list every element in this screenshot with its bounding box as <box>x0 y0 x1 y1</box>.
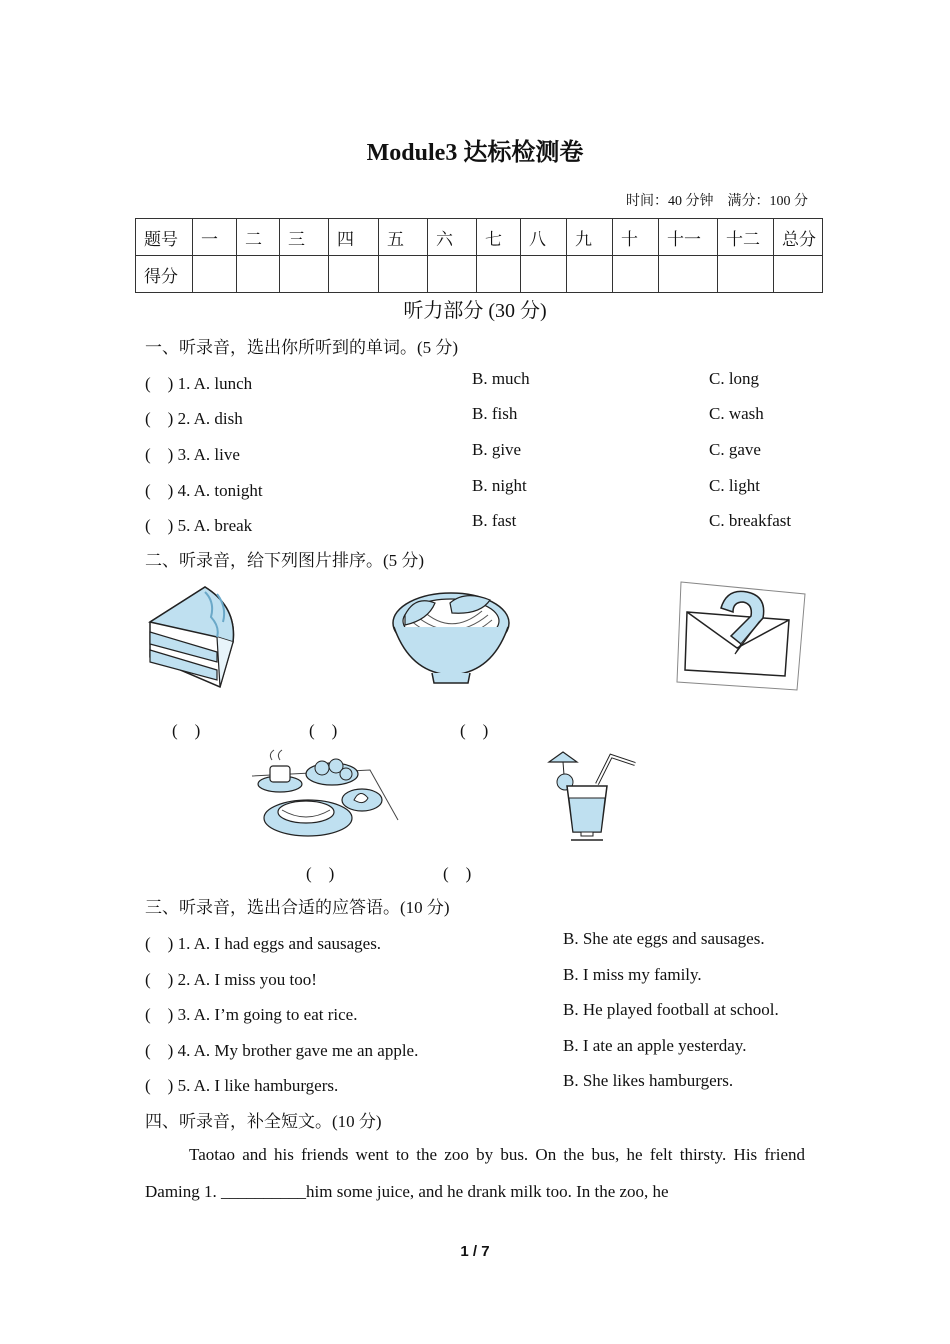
score-cell: 九 <box>567 219 613 256</box>
part3-item <box>145 1000 810 1026</box>
answer-paren[interactable]: ( ) <box>460 721 489 740</box>
score-input-cell[interactable] <box>237 256 280 293</box>
cake-picture <box>145 582 241 692</box>
letter-picture <box>675 578 807 694</box>
part1-item <box>145 511 810 537</box>
part1-item-question: ( ) 1. A. lunch <box>145 374 253 393</box>
score-cell: 总分 <box>774 219 823 256</box>
part3-option-b: B. He played football at school. <box>563 1000 779 1019</box>
part1-heading: 一、听录音，选出你所听到的单词。(5 分) <box>145 338 459 357</box>
part1-item-question: ( ) 3. A. live <box>145 445 240 464</box>
part3-option-a: ( ) 2. A. I miss you too! <box>145 970 317 989</box>
part3-item <box>145 965 810 991</box>
part3-item <box>145 1071 810 1097</box>
score-cell: 四 <box>329 219 379 256</box>
part1-item-question: ( ) 4. A. tonight <box>145 481 263 500</box>
part1-item <box>145 476 810 502</box>
part3-item <box>145 1036 810 1062</box>
part1-item-question: ( ) 2. A. dish <box>145 409 243 428</box>
part3-option-a: ( ) 5. A. I like hamburgers. <box>145 1076 339 1095</box>
score-input-cell[interactable] <box>193 256 237 293</box>
page-number: 1 / 7 <box>460 1243 490 1260</box>
score-cell: 十一 <box>659 219 718 256</box>
score-table <box>135 218 823 293</box>
part3-option-b: B. She likes hamburgers. <box>563 1071 734 1090</box>
answer-paren[interactable]: ( ) <box>309 721 338 740</box>
part1-item-option-c: C. wash <box>709 404 764 423</box>
score-input-cell[interactable] <box>329 256 379 293</box>
part1-item <box>145 440 810 466</box>
noodles-picture <box>390 585 512 685</box>
answer-paren[interactable]: ( ) <box>443 864 472 883</box>
score-cell: 十 <box>613 219 659 256</box>
part3-option-b: B. I miss my family. <box>563 965 702 984</box>
score-table-score-row <box>136 256 823 293</box>
breakfast-table-picture <box>250 748 400 843</box>
part1-item-option-c: C. long <box>709 369 760 388</box>
score-input-cell[interactable] <box>567 256 613 293</box>
score-input-cell[interactable] <box>379 256 428 293</box>
part3-item <box>145 929 810 955</box>
part3-heading: 三、听录音，选出合适的应答语。(10 分) <box>145 898 450 917</box>
part1-item-option-b: B. fast <box>472 511 517 530</box>
page-title: Module3 达标检测卷 <box>366 140 584 166</box>
score-cell: 题号 <box>136 219 193 256</box>
score-input-cell[interactable] <box>477 256 521 293</box>
score-input-cell[interactable] <box>718 256 774 293</box>
score-cell: 七 <box>477 219 521 256</box>
score-cell: 八 <box>521 219 567 256</box>
part1-item-option-c: C. light <box>709 476 761 495</box>
part1-item <box>145 404 810 430</box>
juice-picture <box>545 748 640 843</box>
answer-paren[interactable]: ( ) <box>172 721 201 740</box>
score-label-cell: 得分 <box>136 256 193 293</box>
part3-option-a: ( ) 4. A. My brother gave me an apple. <box>145 1041 419 1060</box>
exam-meta: 时间：40 分钟 满分：100 分 <box>626 194 808 209</box>
part1-item-option-c: C. gave <box>709 440 761 459</box>
part1-item-option-b: B. much <box>472 369 530 388</box>
part1-item-question: ( ) 5. A. break <box>145 516 253 535</box>
part1-item-option-b: B. fish <box>472 404 518 423</box>
score-cell: 十二 <box>718 219 774 256</box>
part3-option-a: ( ) 1. A. I had eggs and sausages. <box>145 934 382 953</box>
score-cell: 六 <box>428 219 477 256</box>
score-cell: 二 <box>237 219 280 256</box>
score-cell: 三 <box>280 219 329 256</box>
part4-paragraph: Taotao and his friends went to the zoo by bus. On the bus, he felt thirsty. His friend Daming 1. __________him some juice, and he drank milk too. In the zoo, he <box>145 1145 805 1201</box>
part1-item-option-b: B. give <box>472 440 522 459</box>
score-input-cell[interactable] <box>613 256 659 293</box>
listening-section-title: 听力部分 (30 分) <box>403 300 547 322</box>
score-cell: 五 <box>379 219 428 256</box>
score-table-header-row <box>136 219 823 256</box>
answer-paren[interactable]: ( ) <box>306 864 335 883</box>
score-input-cell[interactable] <box>659 256 718 293</box>
part3-option-b: B. I ate an apple yesterday. <box>563 1036 747 1055</box>
score-input-cell[interactable] <box>521 256 567 293</box>
part1-item <box>145 369 810 395</box>
part3-option-a: ( ) 3. A. I’m going to eat rice. <box>145 1005 358 1024</box>
score-input-cell[interactable] <box>774 256 823 293</box>
score-input-cell[interactable] <box>280 256 329 293</box>
part2-heading: 二、听录音，给下列图片排序。(5 分) <box>145 551 425 570</box>
part1-item-option-b: B. night <box>472 476 527 495</box>
score-input-cell[interactable] <box>428 256 477 293</box>
part1-item-option-c: C. breakfast <box>709 511 792 530</box>
score-cell: 一 <box>193 219 237 256</box>
part4-heading: 四、听录音，补全短文。(10 分) <box>145 1112 382 1131</box>
part3-option-b: B. She ate eggs and sausages. <box>563 929 765 948</box>
